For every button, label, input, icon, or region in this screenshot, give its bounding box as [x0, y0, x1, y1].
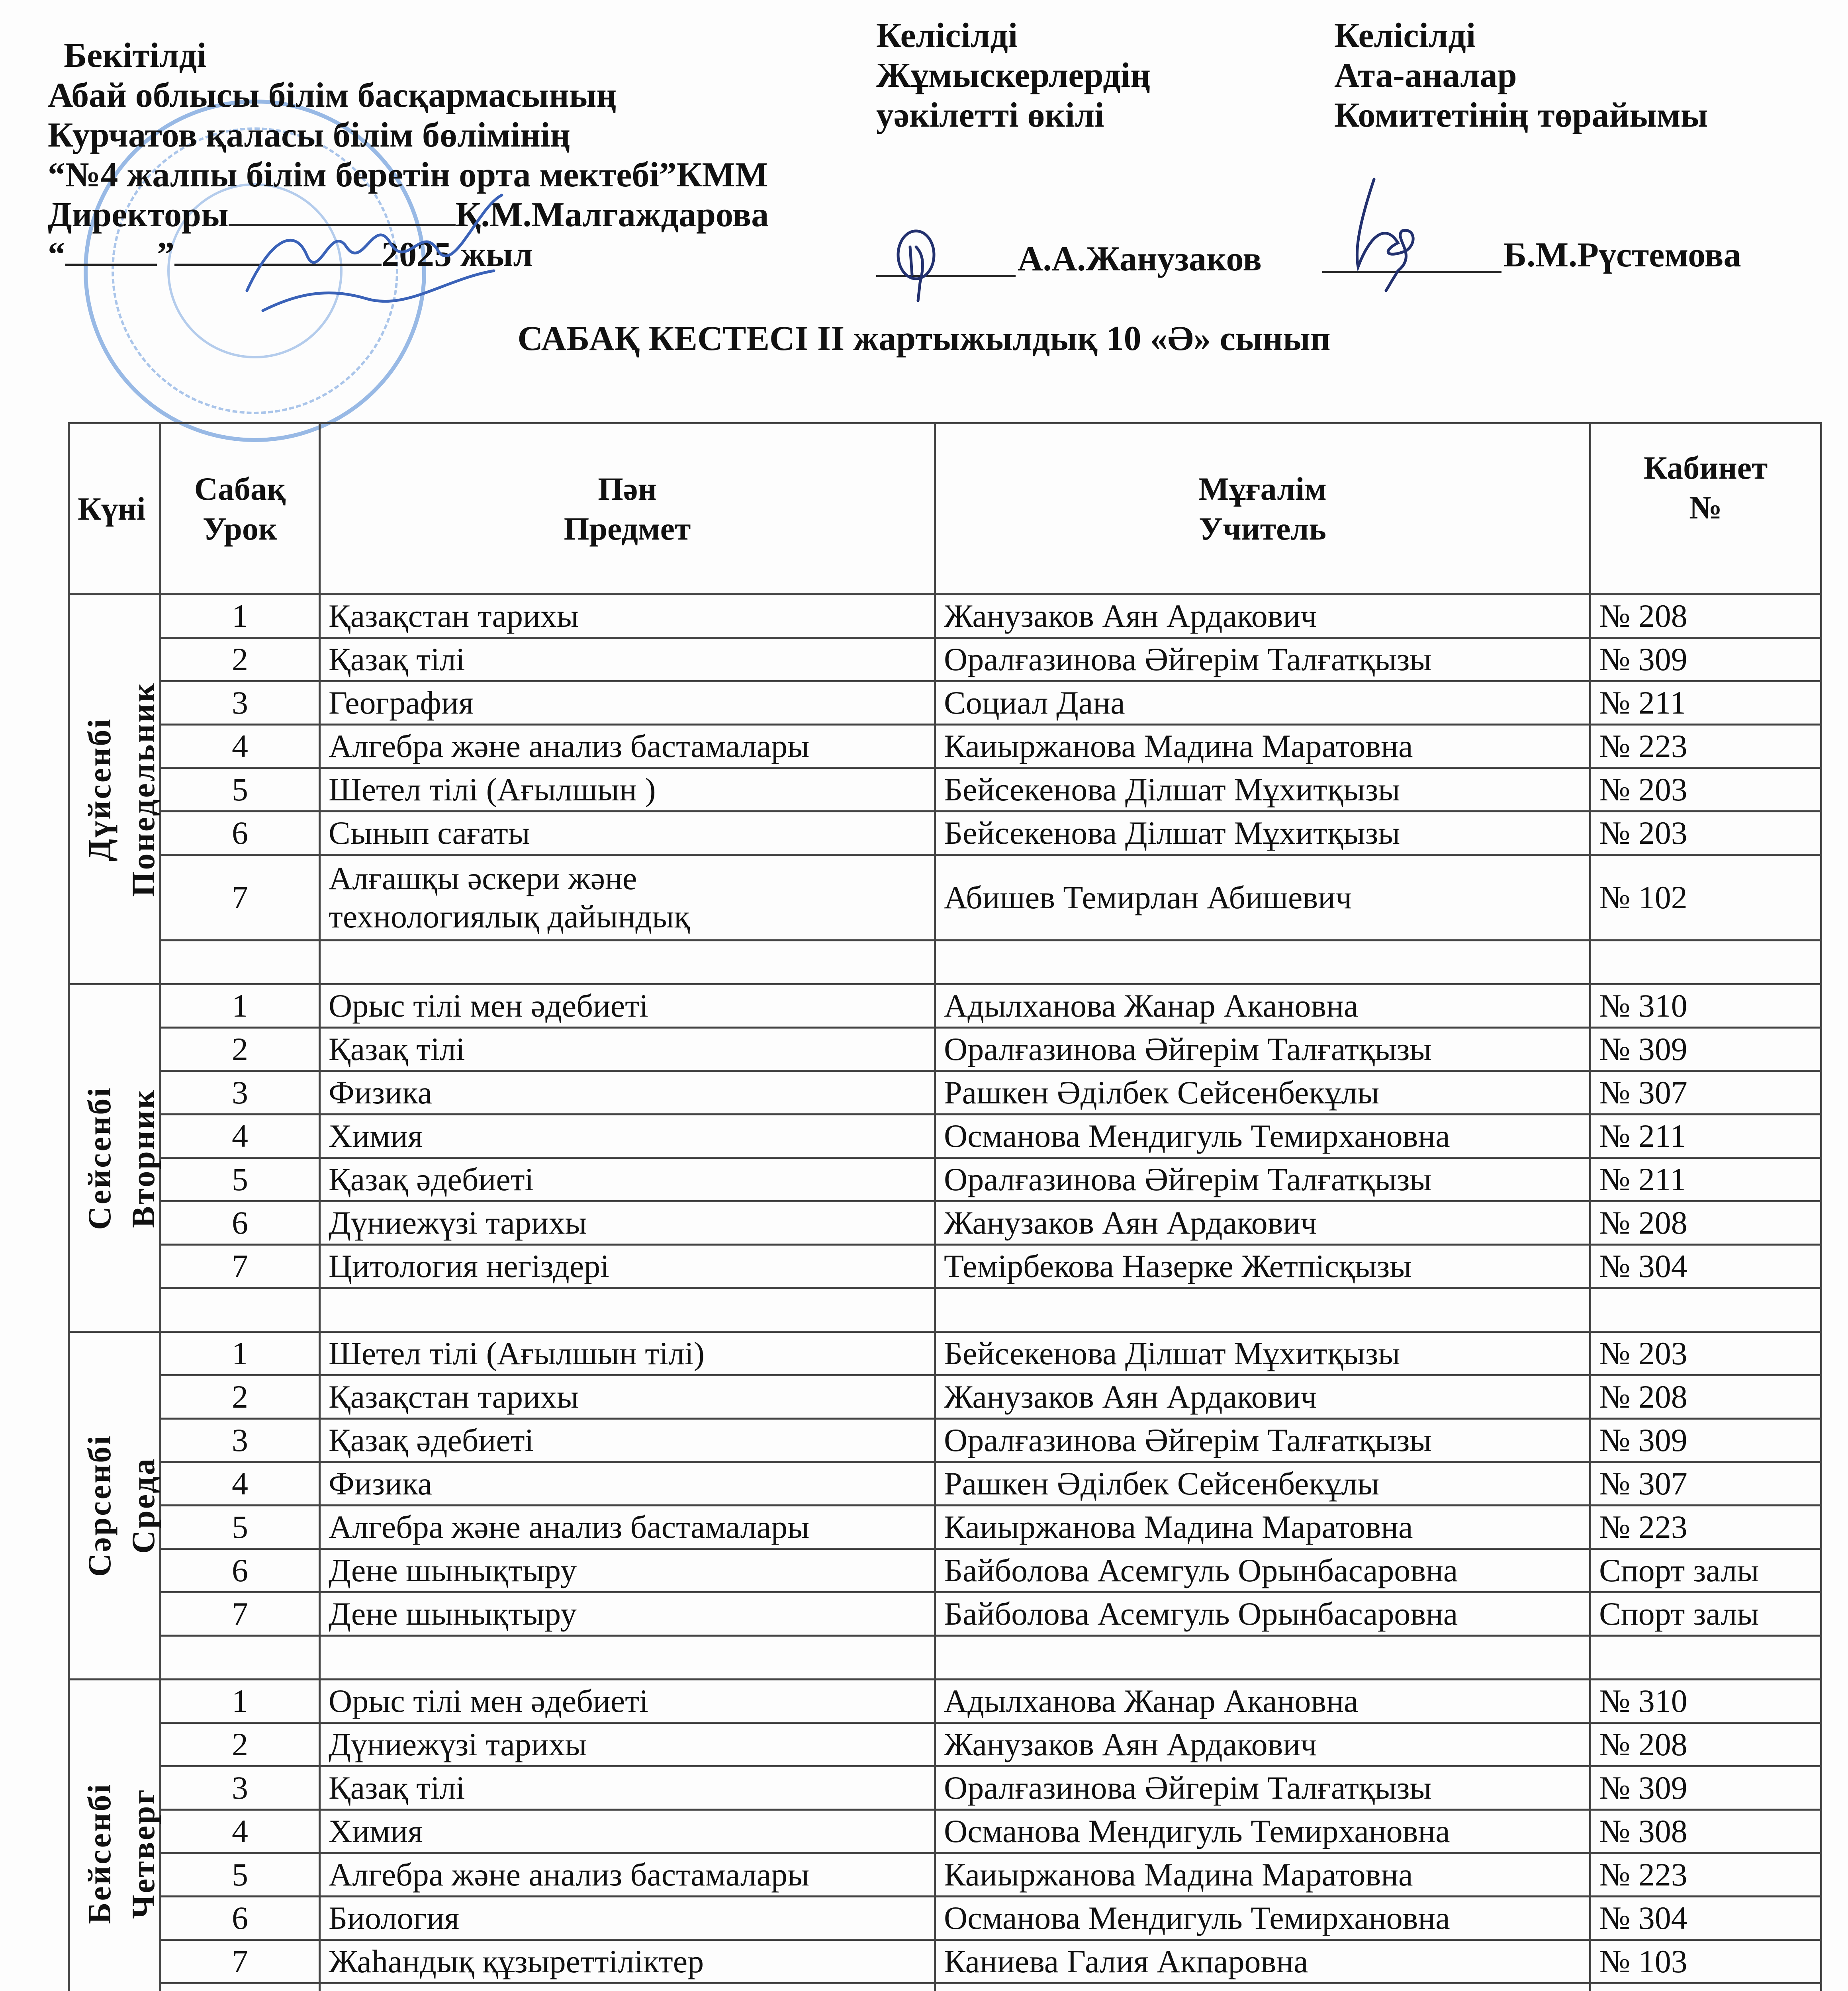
- subject-name: Дүниежүзі тарихы: [329, 1205, 587, 1241]
- empty-cell: [1590, 1983, 1821, 1991]
- day-name-ru: Вторник: [125, 1088, 161, 1228]
- agreement-staff-heading: Келісілді: [876, 16, 1018, 55]
- empty-cell: [161, 1288, 320, 1332]
- subject-name: Орыс тілі мен әдебиеті: [329, 988, 648, 1024]
- lesson-number: 6: [161, 812, 320, 855]
- room-cell: № 309: [1590, 1028, 1821, 1071]
- table-row: [69, 1201, 1821, 1245]
- day-cell: [69, 984, 161, 1332]
- subject-cell: [320, 1853, 935, 1897]
- lesson-number: 3: [161, 1419, 320, 1462]
- teacher-cell: Жанузаков Аян Ардакович: [935, 1201, 1590, 1245]
- table-row: [69, 595, 1821, 638]
- subject-cell: [320, 984, 935, 1028]
- room-cell: № 208: [1590, 595, 1821, 638]
- subject-cell: [320, 1766, 935, 1810]
- lesson-number: 1: [161, 1332, 320, 1375]
- table-row: [69, 855, 1821, 941]
- subject-cell: [320, 812, 935, 855]
- room-cell: № 307: [1590, 1462, 1821, 1506]
- table-row: [69, 1810, 1821, 1853]
- table-row: [69, 1549, 1821, 1592]
- agreement-parents-block: [1334, 16, 1708, 135]
- lesson-number: 2: [161, 1723, 320, 1766]
- table-row: [69, 681, 1821, 725]
- teacher-cell: Османова Мендигуль Темирхановна: [935, 1897, 1590, 1940]
- header-room-ru: №: [1689, 489, 1722, 526]
- page-title: САБАҚ КЕСТЕСІ ІІ жартыжылдық 10 «Ә» сынып: [517, 319, 1331, 358]
- empty-cell: [935, 1288, 1590, 1332]
- spacer-row: [69, 1636, 1821, 1680]
- empty-cell: [1590, 1288, 1821, 1332]
- subject-cell: [320, 1506, 935, 1549]
- day-cell: [69, 595, 161, 984]
- table-row: [69, 984, 1821, 1028]
- lesson-number: 2: [161, 1375, 320, 1419]
- header-subject-kk: Пән: [598, 470, 657, 507]
- approval-line: Курчатов қаласы білім бөлімінің: [48, 116, 571, 155]
- subject-name: Биология: [329, 1900, 460, 1936]
- table-row: [69, 1245, 1821, 1288]
- teacher-cell: Адылханова Жанар Акановна: [935, 984, 1590, 1028]
- teacher-cell: Жанузаков Аян Ардакович: [935, 595, 1590, 638]
- header-lesson-kk: Сабақ: [194, 470, 286, 507]
- agreement-staff-line: Жұмыскерлердің: [876, 56, 1151, 95]
- teacher-cell: Каниева Галия Акпаровна: [935, 1940, 1590, 1983]
- lesson-number: 3: [161, 1766, 320, 1810]
- lesson-number: 5: [161, 1158, 320, 1201]
- subject-name: Шетел тілі (Ағылшын ): [329, 771, 656, 808]
- agreement-parents-heading: Келісілді: [1334, 16, 1476, 55]
- lesson-number: 7: [161, 1940, 320, 1983]
- teacher-cell: Байболова Асемгуль Орынбасаровна: [935, 1592, 1590, 1636]
- lesson-number: 4: [161, 725, 320, 768]
- room-cell: № 223: [1590, 1853, 1821, 1897]
- room-cell: № 310: [1590, 984, 1821, 1028]
- subject-name: Алгебра және анализ бастамалары: [329, 1856, 810, 1893]
- subject-cell: [320, 1462, 935, 1506]
- teacher-cell: Адылханова Жанар Акановна: [935, 1680, 1590, 1723]
- day-cell: [69, 1680, 161, 1991]
- teacher-cell: Рашкен Әділбек Сейсенбекұлы: [935, 1071, 1590, 1115]
- empty-cell: [161, 941, 320, 984]
- lesson-number: 5: [161, 768, 320, 812]
- lesson-number: 6: [161, 1897, 320, 1940]
- staff-signature-icon: [888, 223, 952, 303]
- empty-cell: [935, 1983, 1590, 1991]
- room-cell: Спорт залы: [1590, 1549, 1821, 1592]
- room-cell: № 309: [1590, 638, 1821, 681]
- teacher-cell: Абишев Темирлан Абишевич: [935, 855, 1590, 941]
- empty-cell: [1590, 1636, 1821, 1680]
- subject-name: Алгебра және анализ бастамалары: [329, 1509, 810, 1545]
- empty-cell: [161, 1636, 320, 1680]
- date-open-quote: “: [48, 235, 65, 274]
- day-label: [78, 1783, 165, 1924]
- table-row: [69, 768, 1821, 812]
- subject-cell: [320, 1071, 935, 1115]
- subject-name: Дене шынықтыру: [329, 1552, 577, 1588]
- schedule-body: [69, 595, 1821, 1991]
- subject-cell: [320, 1332, 935, 1375]
- teacher-cell: Оралғазинова Әйгерім Талғатқызы: [935, 1028, 1590, 1071]
- teacher-cell: Жанузаков Аян Ардакович: [935, 1375, 1590, 1419]
- approval-year: 2025 жыл: [382, 235, 533, 274]
- approval-heading: Бекітілді: [64, 36, 207, 75]
- room-cell: № 310: [1590, 1680, 1821, 1723]
- room-cell: № 309: [1590, 1766, 1821, 1810]
- subject-name: Химия: [329, 1813, 423, 1849]
- header-teacher-kk: Мұғалім: [1198, 470, 1327, 507]
- empty-cell: [320, 1636, 935, 1680]
- subject-name: Шетел тілі (Ағылшын тілі): [329, 1335, 705, 1371]
- day-cell: [69, 1332, 161, 1680]
- table-row: [69, 1853, 1821, 1897]
- subject-name: Қазақ әдебиеті: [329, 1161, 534, 1197]
- room-cell: Спорт залы: [1590, 1592, 1821, 1636]
- lesson-number: 7: [161, 855, 320, 941]
- subject-cell: [320, 1245, 935, 1288]
- header-subject: [320, 423, 935, 595]
- subject-cell: [320, 725, 935, 768]
- room-cell: № 208: [1590, 1723, 1821, 1766]
- room-cell: № 307: [1590, 1071, 1821, 1115]
- day-name-kk: Сәрсенбі: [81, 1434, 117, 1577]
- director-signature-icon: [239, 191, 518, 319]
- lesson-number: 4: [161, 1810, 320, 1853]
- table-row: [69, 1766, 1821, 1810]
- subject-name: Дүниежүзі тарихы: [329, 1726, 587, 1762]
- table-row: [69, 1723, 1821, 1766]
- empty-cell: [161, 1983, 320, 1991]
- teacher-cell: Османова Мендигуль Темирхановна: [935, 1810, 1590, 1853]
- day-name-ru: Среда: [125, 1457, 161, 1554]
- subject-name: Физика: [329, 1465, 432, 1502]
- parents-signature-icon: [1338, 175, 1442, 295]
- subject-cell: [320, 1375, 935, 1419]
- subject-name: Қазақ тілі: [329, 1031, 465, 1067]
- subject-cell: [320, 1201, 935, 1245]
- subject-name-line2: технологиялық дайындық: [329, 898, 690, 935]
- parents-signer-name: Б.М.Рүстемова: [1503, 236, 1741, 274]
- subject-cell: [320, 1158, 935, 1201]
- header-teacher-ru: Учитель: [1199, 510, 1326, 547]
- header-lesson: [161, 423, 320, 595]
- room-cell: № 208: [1590, 1375, 1821, 1419]
- day-name-ru: Четверг: [125, 1788, 161, 1919]
- lesson-number: 4: [161, 1462, 320, 1506]
- subject-name: Қазақ тілі: [329, 1770, 465, 1806]
- teacher-cell: Бейсекенова Ділшат Мұхитқызы: [935, 1332, 1590, 1375]
- subject-cell: [320, 1592, 935, 1636]
- subject-name: Сынып сағаты: [329, 815, 530, 851]
- empty-cell: [1590, 941, 1821, 984]
- room-cell: № 211: [1590, 1115, 1821, 1158]
- subject-cell: [320, 768, 935, 812]
- day-label: [78, 1086, 165, 1230]
- empty-cell: [320, 1983, 935, 1991]
- approval-line: “№4 жалпы білім беретін орта мектебі”КММ: [48, 156, 768, 194]
- lesson-number: 3: [161, 1071, 320, 1115]
- room-cell: № 203: [1590, 1332, 1821, 1375]
- date-close-quote: ”: [157, 235, 174, 274]
- teacher-cell: Каиыржанова Мадина Маратовна: [935, 1853, 1590, 1897]
- subject-cell: [320, 1940, 935, 1983]
- teacher-cell: Социал Дана: [935, 681, 1590, 725]
- header-subject-ru: Предмет: [564, 510, 691, 547]
- teacher-cell: Рашкен Әділбек Сейсенбекұлы: [935, 1462, 1590, 1506]
- subject-cell: [320, 638, 935, 681]
- lesson-number: 1: [161, 595, 320, 638]
- staff-signer-name: А.А.Жанузаков: [1018, 240, 1262, 278]
- subject-cell: [320, 681, 935, 725]
- room-cell: № 103: [1590, 1940, 1821, 1983]
- room-cell: № 203: [1590, 812, 1821, 855]
- subject-name: Алгебра және анализ бастамалары: [329, 728, 810, 764]
- subject-name: Физика: [329, 1074, 432, 1111]
- subject-name: Қазақстан тарихы: [329, 598, 579, 634]
- teacher-cell: Байболова Асемгуль Орынбасаровна: [935, 1549, 1590, 1592]
- teacher-cell: Оралғазинова Әйгерім Талғатқызы: [935, 1419, 1590, 1462]
- subject-cell: [320, 1897, 935, 1940]
- teacher-cell: Оралғазинова Әйгерім Талғатқызы: [935, 638, 1590, 681]
- teacher-cell: Оралғазинова Әйгерім Талғатқызы: [935, 1158, 1590, 1201]
- day-name-kk: Бейсенбі: [81, 1782, 117, 1924]
- subject-name: Цитология негіздері: [329, 1248, 609, 1284]
- lesson-number: 7: [161, 1592, 320, 1636]
- teacher-cell: Бейсекенова Ділшат Мұхитқызы: [935, 768, 1590, 812]
- room-cell: № 203: [1590, 768, 1821, 812]
- day-label: [78, 1434, 165, 1577]
- lesson-number: 2: [161, 1028, 320, 1071]
- table-row: [69, 1028, 1821, 1071]
- table-row: [69, 1158, 1821, 1201]
- subject-cell: [320, 1723, 935, 1766]
- agreement-parents-line: Комитетінің төрайымы: [1334, 96, 1708, 135]
- teacher-cell: Темірбекова Назерке Жетпісқызы: [935, 1245, 1590, 1288]
- approval-line: Абай облысы білім басқармасының: [48, 76, 617, 115]
- subject-cell: [320, 855, 935, 941]
- subject-cell: [320, 1419, 935, 1462]
- agreement-parents-line: Ата-аналар: [1334, 56, 1517, 95]
- subject-name: Дене шынықтыру: [329, 1596, 577, 1632]
- table-row: [69, 1375, 1821, 1419]
- room-cell: № 223: [1590, 1506, 1821, 1549]
- subject-name: Қазақ әдебиеті: [329, 1422, 534, 1458]
- room-cell: № 102: [1590, 855, 1821, 941]
- room-cell: № 211: [1590, 1158, 1821, 1201]
- table-row: [69, 1332, 1821, 1375]
- room-cell: № 309: [1590, 1419, 1821, 1462]
- header-lesson-ru: Урок: [202, 510, 278, 547]
- table-row: [69, 1592, 1821, 1636]
- header-room: [1590, 423, 1821, 595]
- lesson-number: 2: [161, 638, 320, 681]
- teacher-cell: Каиыржанова Мадина Маратовна: [935, 725, 1590, 768]
- room-cell: № 223: [1590, 725, 1821, 768]
- room-cell: № 208: [1590, 1201, 1821, 1245]
- subject-cell: [320, 595, 935, 638]
- room-cell: № 304: [1590, 1245, 1821, 1288]
- lesson-number: 1: [161, 1680, 320, 1723]
- subject-name: Жаһандық құзыреттіліктер: [329, 1943, 704, 1979]
- table-row: [69, 1462, 1821, 1506]
- day-label: [78, 682, 165, 897]
- lesson-number: 6: [161, 1549, 320, 1592]
- subject-name: Қазақ тілі: [329, 641, 465, 677]
- empty-cell: [320, 1288, 935, 1332]
- header-teacher: [935, 423, 1590, 595]
- subject-cell: [320, 1680, 935, 1723]
- table-row: [69, 812, 1821, 855]
- table-row: [69, 1419, 1821, 1462]
- lesson-number: 4: [161, 1115, 320, 1158]
- teacher-cell: Жанузаков Аян Ардакович: [935, 1723, 1590, 1766]
- room-cell: № 304: [1590, 1897, 1821, 1940]
- table-row: [69, 725, 1821, 768]
- table-row: [69, 1897, 1821, 1940]
- lesson-number: 6: [161, 1201, 320, 1245]
- day-name-kk: Дүйсенбі: [81, 717, 117, 861]
- lesson-number: 5: [161, 1853, 320, 1897]
- teacher-cell: Бейсекенова Ділшат Мұхитқызы: [935, 812, 1590, 855]
- subject-name: География: [329, 685, 474, 721]
- table-row: [69, 638, 1821, 681]
- table-row: [69, 1115, 1821, 1158]
- day-name-ru: Понедельник: [125, 681, 161, 897]
- subject-name: Орыс тілі мен әдебиеті: [329, 1683, 648, 1719]
- room-cell: № 308: [1590, 1810, 1821, 1853]
- table-row: [69, 1506, 1821, 1549]
- director-name: Қ.М.Малгаждарова: [455, 196, 769, 234]
- subject-cell: [320, 1028, 935, 1071]
- table-row: [69, 1071, 1821, 1115]
- header-day: [69, 423, 161, 595]
- empty-cell: [935, 941, 1590, 984]
- subject-cell: [320, 1810, 935, 1853]
- subject-cell: [320, 1115, 935, 1158]
- table-header-row: [69, 423, 1821, 595]
- subject-cell: [320, 1549, 935, 1592]
- teacher-cell: Каиыржанова Мадина Маратовна: [935, 1506, 1590, 1549]
- table-row: [69, 1680, 1821, 1723]
- schedule-table: [68, 422, 1822, 1991]
- agreement-staff-line: уәкілетті өкілі: [876, 96, 1104, 135]
- header-room-kk: Кабинет: [1643, 450, 1768, 486]
- spacer-row: [69, 1288, 1821, 1332]
- day-name-kk: Сейсенбі: [81, 1086, 117, 1230]
- room-cell: № 211: [1590, 681, 1821, 725]
- director-label: Директоры: [48, 196, 229, 234]
- subject-name: Қазақстан тарихы: [329, 1379, 579, 1415]
- empty-cell: [320, 941, 935, 984]
- spacer-row: [69, 1983, 1821, 1991]
- lesson-number: 7: [161, 1245, 320, 1288]
- lesson-number: 1: [161, 984, 320, 1028]
- agreement-staff-block: [876, 16, 1151, 135]
- table-row: [69, 1940, 1821, 1983]
- subject-name: Химия: [329, 1118, 423, 1154]
- empty-cell: [935, 1636, 1590, 1680]
- header-day-label: Күні: [78, 490, 146, 527]
- teacher-cell: Оралғазинова Әйгерім Талғатқызы: [935, 1766, 1590, 1810]
- teacher-cell: Османова Мендигуль Темирхановна: [935, 1115, 1590, 1158]
- spacer-row: [69, 941, 1821, 984]
- lesson-number: 3: [161, 681, 320, 725]
- lesson-number: 5: [161, 1506, 320, 1549]
- subject-name: Алғашқы әскери және: [329, 860, 637, 896]
